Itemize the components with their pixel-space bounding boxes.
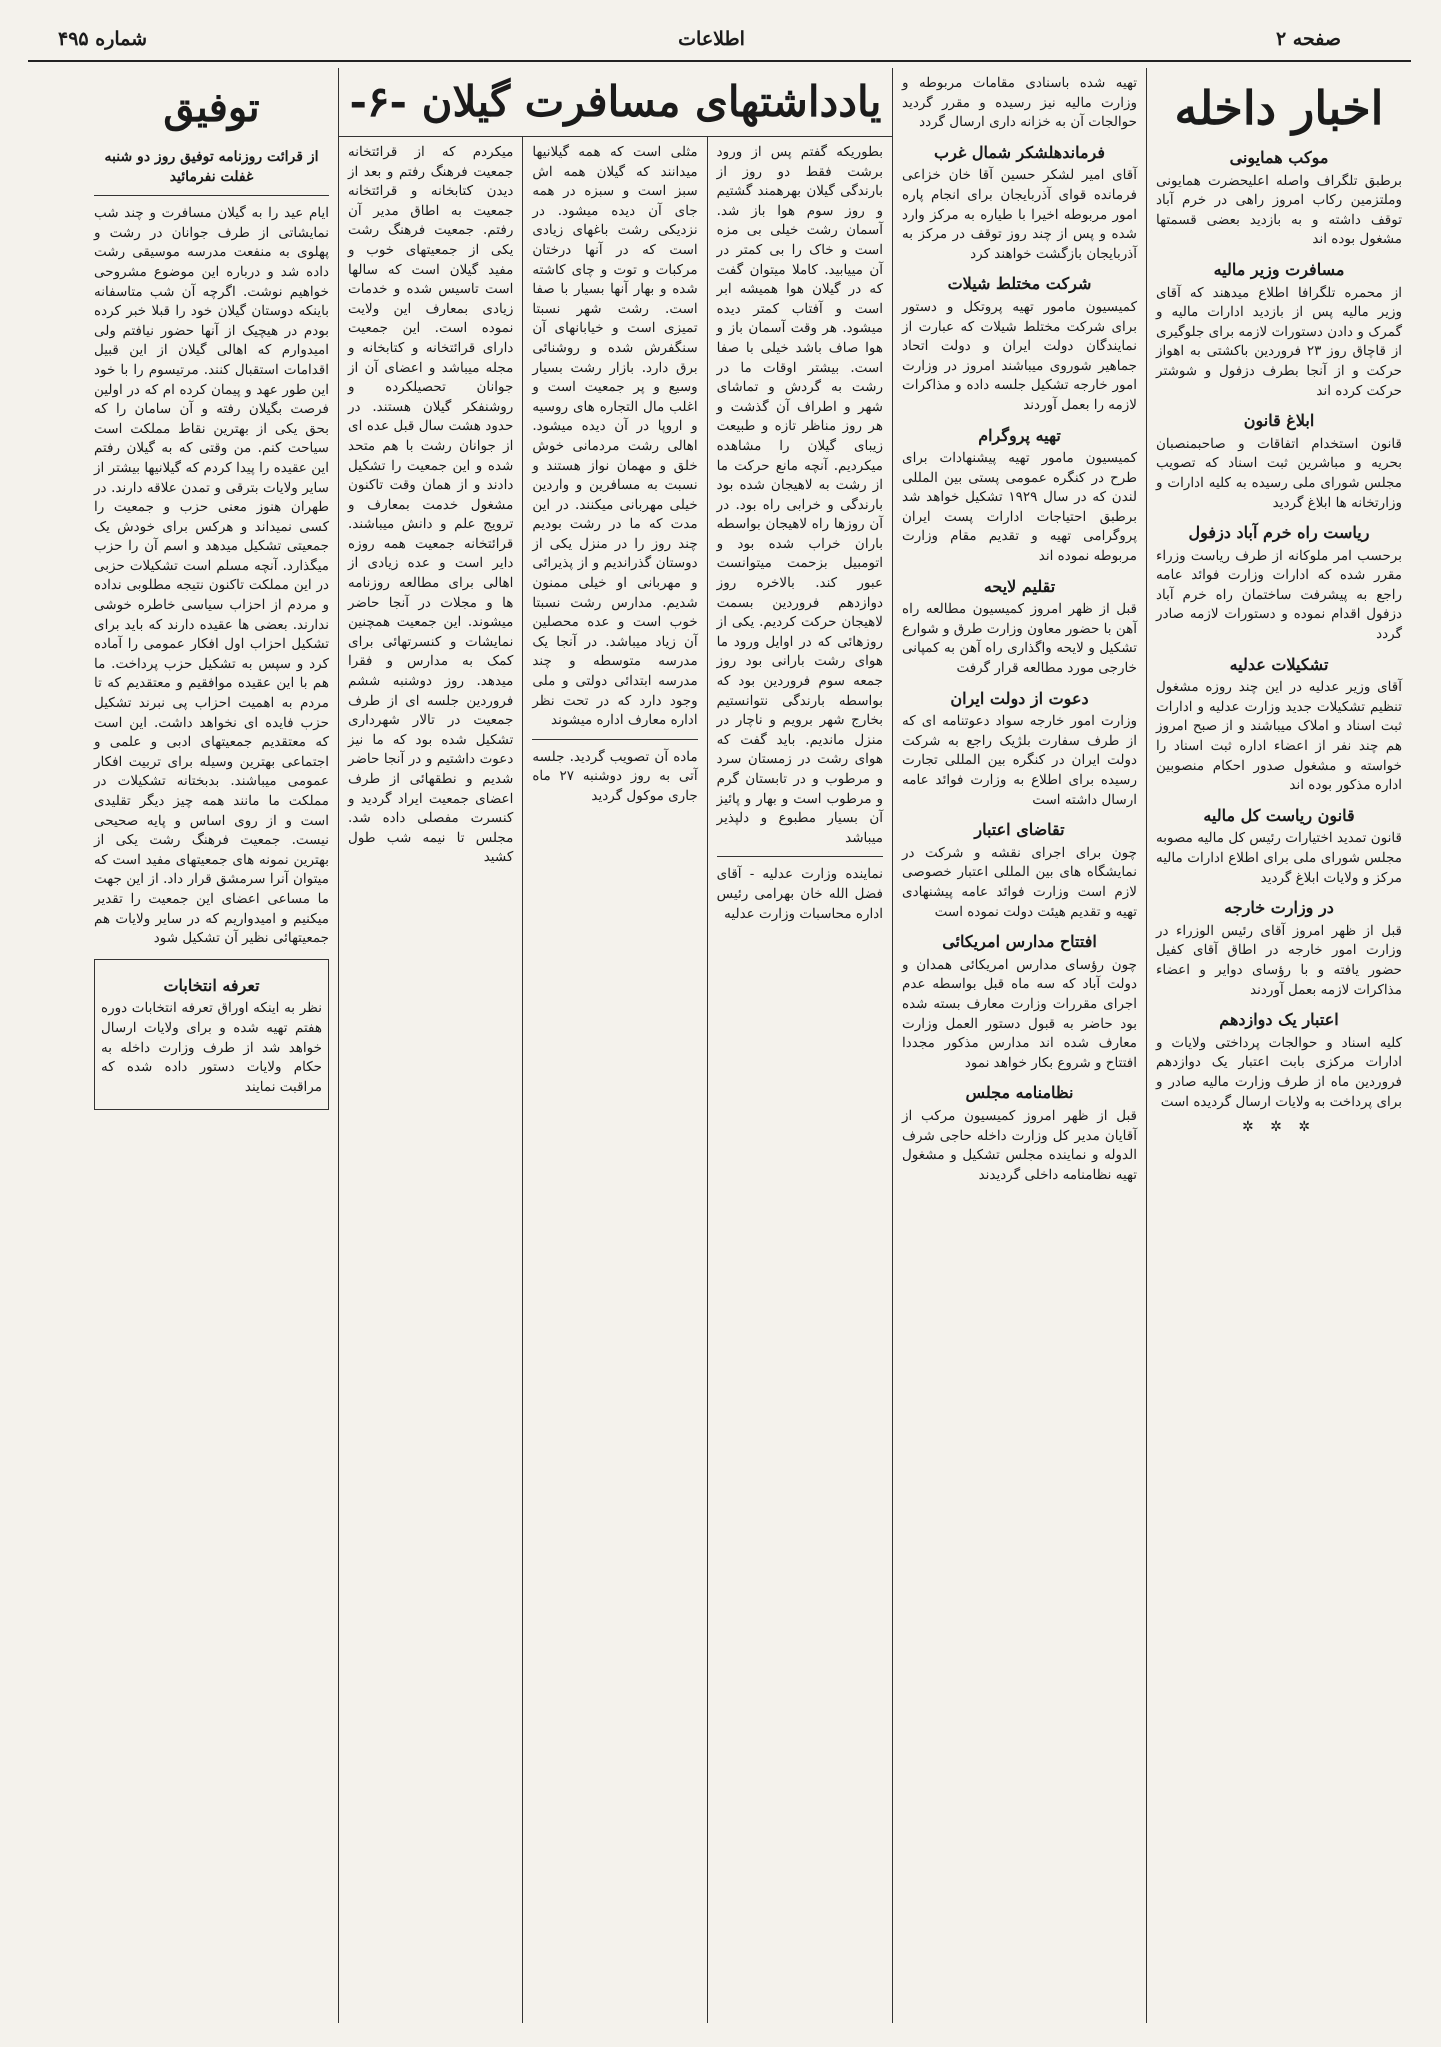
news-column-two <box>893 68 1147 2023</box>
tofigh-subtitle: از قرائت روزنامه توفیق روز دو شنبه غفلت نفرمائید <box>104 149 319 185</box>
ornament-divider: ✲ ✲ ✲ <box>1241 1119 1317 1136</box>
section-body: آقای امیر لشکر حسین آقا خان خزاعی فرمانده قوای آذربایجان برای انجام پاره امور مربوطه اخیرا با طیاره به مرکز وارد شده و پس از چند روز توقف در مرکز به آذربایجان بازگشت خواهند کرد <box>902 167 1137 262</box>
section-body: وزارت امور خارجه سواد دعوتنامه ای که از طرف سفارت بلژیک راجع به شرکت دولت ایران در کنگره بین المللی تجارت رسیده برای اطلاع به وزارت فوائد عامه ارسال داشته است <box>902 713 1137 808</box>
footer-note: نماینده وزارت عدلیه - آقای فضل الله خان بهرامی رئیس اداره محاسبات وزارت عدلیه <box>716 866 883 922</box>
domestic-news-column <box>1147 68 1411 2023</box>
section-body: چون برای اجرای نقشه و شرکت در نمایشگاه های بین المللی اعتبار خصوصی لازم است وزارت فوائد عامه پیشنهادی تهیه و تقدیم هیئت دولت نموده است <box>902 844 1137 920</box>
section-body: برطبق تلگراف واصله اعلیحضرت همایونی وملتزمین رکاب امروز راهی در خرم آباد توقف داشته و به بازدید بعضی قسمتها مشغول بوده اند <box>1156 172 1402 248</box>
section-heading: قانون ریاست کل مالیه <box>1203 805 1355 825</box>
election-notice-title: تعرفه انتخابات <box>163 975 260 995</box>
section-body: آقای وزیر عدلیه در این چند روزه مشغول تنظیم تشکیلات جدید وزارت عدلیه و ادارات ثبت اسناد و املاک میباشند و از صبح امروز هم چند نفر از اعضاء اداره ثبت اسناد را خواسته و مشغول صدور احکام منصوبین اداره مذکور بوده اند <box>1156 679 1402 794</box>
columns <box>28 68 1411 2023</box>
paper-name: اطلاعات <box>678 28 745 50</box>
feature-text: میکردم که از قرائتخانه جمعیت فرهنگ رفتم و بعد از دیدن کتابخانه و قرائتخانه جمعیت به اطاق مدیر آن رفتم. جمعیت فرهنگ رشت یکی از جمعیتهای خوب و مفید گیلان است که سالها است تاسیس شده و خدمات زیادی بمعارف این ولایت نموده است. این جمعیت دارای قرائتخانه و کتابخانه و مجله میباشد و اعضای آن از جوانان تحصیلکرده و روشنفکر گیلان هستند. در حدود هشت سال قبل عده ای از جوانان رشت با هم متحد شده و این جمعیت را تشکیل دادند و از همان وقت تاکنون مشغول خدمت بمعارف و ترویج علم و دانش میباشند. قرائتخانه جمعیت همه روزه دایر است و عده زیادی از اهالی برای مطالعه روزنامه ها و مجلات در آنجا حاضر میشوند. این جمعیت همچنین نمایشات و کنسرتهائی برای کمک به مدارس و فقرا میدهد. روز دوشنبه ششم فروردین جلسه ای از طرف جمعیت در تالار شهرداری تشکیل شده بود که ما نیز دعوت داشتیم و در آنجا حاضر شدیم و نطقهائی از طرف اعضای جمعیت ایراد گردید و کنسرت مفصلی داده شد. مجلس تا نیمه شب طول کشید <box>348 144 514 866</box>
feature-title: یادداشتهای مسافرت گیلان -۶- <box>339 68 892 137</box>
tofigh-body: ایام عید را به گیلان مسافرت و چند شب نمایشاتی از طرف جوانان در رشت و پهلوی به منفعت مدرسه موسیقی رشت داده شد و درباره این موضوع مشروحی خواهیم نوشت. اگرچه آن شب متاسفانه باینکه دوستان گیلان خود را قبلا خبر کرده بودم در هیچیک از آنها حضور نیافتم ولی امیدوارم که اهالی گیلان از این قبیل اقدامات استقبال کنند. مرتیسوم را با خود این طور عهد و پیمان کرده ام که در اولین فرصت بگیلان رفته و آن سامان را که بحق یکی از بهترین نقاط مملکت است سیاحت کنم. من وقتی که به گیلان رفتم این عقیده را پیدا کردم که گیلانیها بیشتر از سایر ولایات بترقی و تمدن علاقه دارند. در طهران هنوز معنی حزب و جمعیت را کسی نمیداند و هرکس برای خودش یک جمعیتی تشکیل میدهد و اسم آن را حزب میگذارد. آنچه مسلم است تشکیلات حزبی در این مملکت تاکنون نتیجه مطلوبی نداده و مردم از احزاب سیاسی خاطره خوشی ندارند. بعضی ها عقیده دارند که باید برای تشکیل احزاب اول افکار عمومی را آماده کرد و سپس به تشکیل حزب پرداخت. ما هم با این عقیده موافقیم و معتقدیم که تا مردم به اهمیت احزاب پی نبرند تشکیل حزب فایده ای نخواهد داشت. این است که معتقدیم جمعیتهای ادبی و علمی و اجتماعی بهترین وسیله برای تربیت افکار عمومی میباشند. بدبختانه تشکیلات در مملکت ما مانند همه چیز دیگر تقلیدی است و از روی اساس و پایه صحیحی نیست. جمعیت فرهنگ رشت یکی از بهترین نمونه های جمعیتهای مفید است که میتوان آنرا سرمشق قرار داد. از این جهت ما مساعی اعضای این جمعیت را تقدیر میکنیم و امیدواریم که در سایر ولایات هم جمعیتهائی نظیر آن تشکیل شود <box>94 205 329 947</box>
section-heading: تشکیلات عدلیه <box>1229 654 1329 674</box>
section-heading: مسافرت وزیر مالیه <box>1213 259 1345 279</box>
feature-text: بطوریکه گفتم پس از ورود برشت فقط دو روز از بارندگی گیلان بهرهمند گشتیم و روز سوم هوا باز شد. آسمان رشت خیلی بی مزه است و خاک را بی کمتر در آن مییابید. کاملا میتوان گفت که در گیلان هوا همیشه ابر است و آفتاب کمتر دیده میشود. هر وقت آسمان باز و هوا صاف باشد خیلی با صفا است. بیشتر اوقات ما در رشت به گردش و تماشای شهر و اطراف آن گذشت و هر روز مناظر تازه و طبیعت زیبای گیلان را مشاهده میکردیم. آنچه مانع حرکت ما از رشت به لاهیجان شده بود بارندگی و خرابی راه بود. در آن روزها راه لاهیجان بواسطه باران خراب شده بود و اتومبیل بزحمت میتوانست عبور کند. بالاخره روز دوازدهم فروردین بسمت لاهیجان حرکت کردیم. یکی از روزهائی که در اوایل ورود ما هوای رشت بارانی بود روز جمعه سوم فروردین بود که بواسطه بارندگی نتوانستیم بخارج شهر برویم و ناچار در منزل ماندیم. باید گفت که هوای رشت در زمستان سرد و مرطوب و در تابستان گرم و مرطوب است و بهار و پائیز آن بسیار مطبوع و دلپذیر میباشد <box>716 144 883 846</box>
divider <box>717 856 883 857</box>
section-heading: در وزارت خارجه <box>1224 898 1334 918</box>
section-body: کمیسیون مامور تهیه پیشنهادات برای طرح در کنگره عمومی پستی بین المللی لندن که در سال ۱۹۲۹ تشکیل خواهد شد برطبق احتیاجات ادارات پست ایران پروگرامی تهیه و تقدیم مقام وزارت مربوطه نموده اند <box>902 450 1137 565</box>
issue-number: شماره ۴۹۵ <box>58 28 148 50</box>
election-notice-body: نظر به اینکه اوراق تعرفه انتخابات دوره هفتم تهیه شده و برای ولایات ارسال خواهد شد از طرف وزارت داخله به حکام ولایات دستور داده شده که مراقبت نمایند <box>101 1000 322 1095</box>
footer-note: ماده آن تصویب گردید. جلسه آتی به روز دوشنبه ۲۷ ماه جاری موکول گردید <box>532 748 698 804</box>
section-body: کمیسیون مامور تهیه پروتکل و دستور برای شرکت مختلط شیلات که عبارت از نمایندگان دولت ایران و دولت اتحاد جماهیر شوروی میباشند امروز در وزارت امور خارجه تشکیل جلسه داده و مذاکرات لازمه را بعمل آوردند <box>902 298 1137 413</box>
feature-subcolumns <box>339 137 892 2023</box>
section-heading: تقاضای اعتبار <box>974 820 1065 840</box>
section-heading: ریاست راه خرم آباد دزفول <box>1188 523 1370 543</box>
section-heading: نظامنامه مجلس <box>965 1083 1074 1103</box>
domestic-news-title: اخبار داخله <box>1174 81 1384 135</box>
tofigh-title: توفیق <box>163 84 260 131</box>
section-heading: شرکت مختلط شیلات <box>947 274 1092 294</box>
masthead <box>28 18 1411 62</box>
divider <box>532 739 697 740</box>
travel-notes-feature <box>339 68 893 2023</box>
section-body: قانون تمدید اختیارات رئیس کل مالیه مصوبه مجلس شورای ملی برای اطلاع ادارات مالیه مرکز و ولایات ابلاغ گردید <box>1156 830 1402 886</box>
section-heading: دعوت از دولت ایران <box>950 688 1089 708</box>
section-heading: اعتبار یک دوازدهم <box>1219 1010 1339 1030</box>
section-body: از محمره تلگرافا اطلاع میدهند که آقای وزیر مالیه پس از بازدید ادارات مالیه و گمرک و دادن دستورات لازمه برای جلوگیری از قاچاق روز ۲۳ فروردین باکشتی به اهواز حرکت و از آنجا بطرف دزفول و شوشتر حرکت کرده اند <box>1156 284 1402 399</box>
continued-text: تهیه شده باسنادی مقامات مربوطه و وزارت مالیه نیز رسیده و مقرر گردید حوالجات آن به خزانه داری ارسال گردد <box>902 75 1137 131</box>
section-body: چون رؤسای مدارس امریکائی همدان و دولت آباد که سه ماه قبل بواسطه عدم اجرای مقررات وزارت معارف بسته شده بود حاضر به قبول دستور العمل وزارت معارف شده اند مدارس مذکور مجددا افتتاح و شروع بکار خواهد نمود <box>902 956 1137 1071</box>
section-body: برحسب امر ملوکانه از طرف ریاست وزراء مقرر شده که ادارات وزارت فوائد عامه راجع به پیشرفت ساختمان راه خرم آباد دزفول اقدام نموده و دستورات لازمه صادر گردد <box>1156 547 1402 643</box>
feature-column-b <box>523 137 707 2023</box>
section-heading: افتتاح مدارس امریکائی <box>942 932 1097 952</box>
section-heading: موکب همایونی <box>1229 148 1329 167</box>
divider <box>94 195 329 196</box>
section-body: قبل از ظهر امروز آقای رئیس الوزراء در وزارت امور خارجه در اطاق آقای کفیل حضور یافته و با رؤسای دوایر و اعضاء مذاکرات لازمه بعمل آوردند <box>1156 922 1402 998</box>
feature-text: مثلی است که همه گیلانیها میدانند که گیلان همه اش سبز است و سبزه در همه جای آن دیده میشود. در نزدیکی رشت باغهای زیادی است که در آنها درختان مرکبات و توت و چای کاشته شده و بهار آنها بسیار با صفا است. رشت شهر نسبتا تمیزی است و خیابانهای آن سنگفرش شده و روشنائی برق دارد. بازار رشت بسیار وسیع و پر جمعیت است و اغلب مال التجاره های روسیه و اروپا در آن دیده میشود. اهالی رشت مردمانی خوش خلق و مهمان نواز هستند و نسبت به مسافرین و واردین خیلی مهربانی میکنند. در این مدت که ما در رشت بودیم چند روز را در منزل یکی از دوستان گذراندیم و از پذیرائی و مهربانی او خیلی ممنون شدیم. مدارس رشت نسبتا خوب است و عده محصلین آن زیاد میباشد. در آنجا یک مدرسه متوسطه و چند مدرسه ابتدائی دولتی و ملی وجود دارد که در تحت نظر اداره معارف اداره میشوند <box>532 144 698 729</box>
section-heading: تهیه پروگرام <box>978 425 1061 445</box>
section-body: قانون استخدام اتفاقات و صاحبمنصبان بحریه و مباشرین ثبت اسناد که تصویب مجلس شورای ملی رسیده به کلیه ادارات و وزارتخانه ها ابلاغ گردید <box>1156 435 1402 511</box>
feature-column-c <box>339 137 523 2023</box>
tofigh-column <box>85 68 339 2023</box>
section-body: کلیه اسناد و حوالجات پرداختی ولایات و ادارات مرکزی بابت اعتبار یک دوازدهم فروردین ماه از طرف وزارت مالیه صادر و برای پرداخت به ولایات ارسال گردیده است <box>1156 1034 1402 1110</box>
section-heading: ابلاغ قانون <box>1243 411 1315 431</box>
section-heading: تقلیم لایحه <box>983 576 1056 596</box>
section-heading: فرماندهلشکر شمال غرب <box>934 142 1105 162</box>
section-body: قبل از ظهر امروز کمیسیون مطالعه راه آهن با حضور معاون وزارت طرق و شوارع تشکیل و لایحه واگذاری راه آهن به کمپانی خارجی مورد مطالعه قرار گرفت <box>902 601 1137 677</box>
election-notice-box <box>94 959 329 1111</box>
section-body: قبل از ظهر امروز کمیسیون مرکب از آقایان مدیر کل وزارت داخله حاجی شرف الدوله و نماینده مجلس تشکیل و مشغول تهیه نظامنامه داخلی گردیدند <box>902 1107 1137 1183</box>
feature-column-a <box>708 137 892 2023</box>
page-number: صفحه ۲ <box>1275 28 1341 50</box>
